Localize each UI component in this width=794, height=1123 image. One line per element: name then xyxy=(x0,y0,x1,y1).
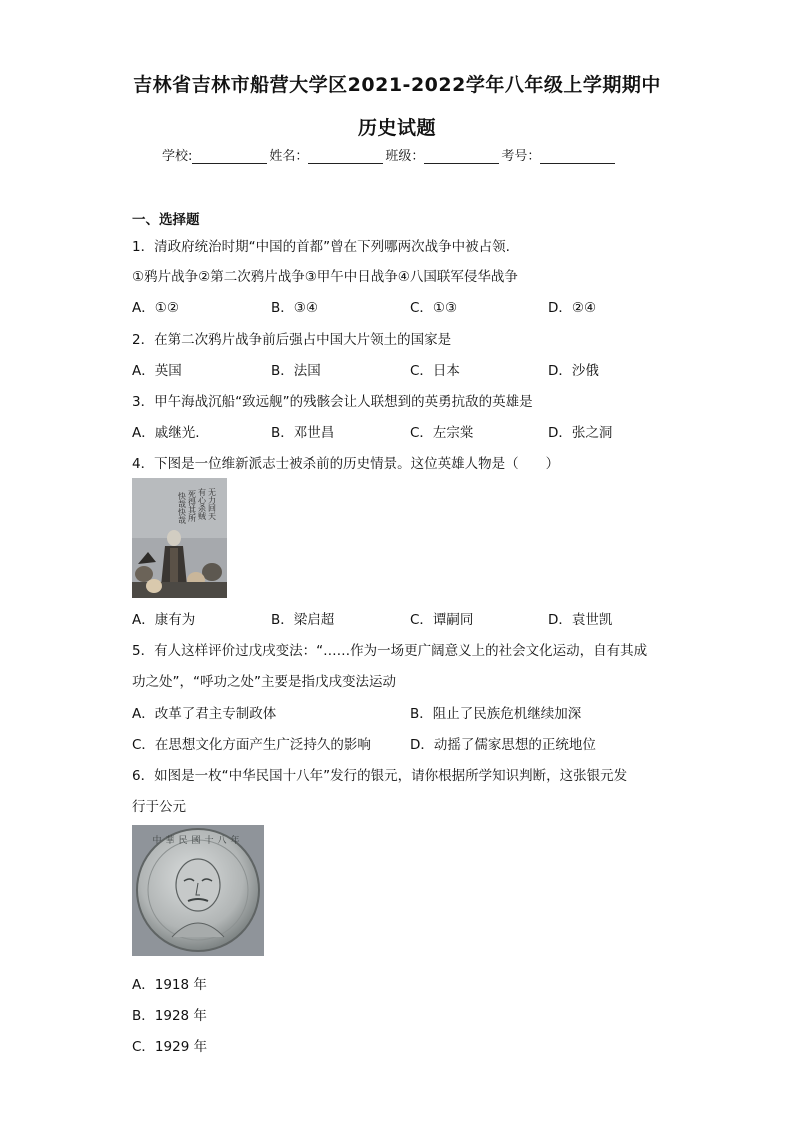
question-3-option-a[interactable]: A．戚继光. xyxy=(132,425,200,441)
question-2-option-b[interactable]: B．法国 xyxy=(271,363,321,379)
question-1-stem-line2: ①鸦片战争②第二次鸦片战争③甲午中日战争④八国联军侵华战争 xyxy=(132,269,518,285)
question-4-option-d[interactable]: D．袁世凯 xyxy=(548,612,613,628)
class-label: 班级： xyxy=(385,149,425,164)
question-6-option-a[interactable]: A．1918 年 xyxy=(132,977,207,993)
question-6-stem: 6．如图是一枚“中华民国十八年”发行的银元，请你根据所学知识判断，这张银元发 xyxy=(132,768,628,784)
question-1-stem: 1．清政府统治时期“中国的首都”曾在下列哪两次战争中被占领. xyxy=(132,239,510,255)
question-5-option-d[interactable]: D．动摇了儒家思想的正统地位 xyxy=(410,737,596,753)
question-2-option-a[interactable]: A．英国 xyxy=(132,363,182,379)
question-6-option-b[interactable]: B．1928 年 xyxy=(132,1008,207,1024)
question-4-option-c[interactable]: C．谭嗣同 xyxy=(410,612,474,628)
name-label: 姓名： xyxy=(269,149,309,164)
svg-text:有心杀贼: 有心杀贼 xyxy=(197,488,207,520)
question-4-option-a[interactable]: A．康有为 xyxy=(132,612,196,628)
school-blank[interactable] xyxy=(192,149,267,164)
question-5-option-a[interactable]: A．改革了君主专制政体 xyxy=(132,706,277,722)
exam-title-line2: 历史试题 xyxy=(357,117,436,139)
student-info-row xyxy=(162,145,617,164)
silver-dollar-coin-picture xyxy=(132,825,264,956)
name-blank[interactable] xyxy=(308,149,383,164)
question-6-option-c[interactable]: C．1929 年 xyxy=(132,1039,208,1055)
question-3-option-c[interactable]: C．左宗棠 xyxy=(410,425,474,441)
question-3-stem: 3．甲午海战沉船“致远舰”的残骸会让人联想到的英勇抗敌的英雄是 xyxy=(132,394,533,410)
question-2-option-d[interactable]: D．沙俄 xyxy=(548,363,599,379)
exam-number-blank[interactable] xyxy=(540,149,615,164)
question-1-option-b[interactable]: B．③④ xyxy=(271,300,318,316)
class-blank[interactable] xyxy=(424,149,499,164)
question-4-stem: 4．下图是一位维新派志士被杀前的历史情景。这位英雄人物是（ ） xyxy=(132,456,560,472)
svg-text:快哉快哉: 快哉快哉 xyxy=(177,492,187,524)
question-5-stem: 5．有人这样评价过戊戌变法：“……作为一场更广阔意义上的社会文化运动，自有其成 xyxy=(132,643,648,659)
question-3-option-b[interactable]: B．邓世昌 xyxy=(271,425,335,441)
question-6-stem-line2: 行于公元 xyxy=(132,799,186,815)
question-1-option-a[interactable]: A．①② xyxy=(132,300,179,316)
question-3-option-d[interactable]: D．张之洞 xyxy=(548,425,613,441)
question-5-stem-line2: 功之处”，“呼功之处”主要是指戊戌变法运动 xyxy=(132,674,396,690)
exam-number-label: 考号： xyxy=(501,149,541,164)
tan-sitong-execution-picture xyxy=(132,478,227,598)
svg-text:无力回天: 无力回天 xyxy=(207,488,217,520)
school-label: 学校: xyxy=(162,149,193,164)
section-title: 一、选择题 xyxy=(132,212,200,228)
question-4-option-b[interactable]: B．梁启超 xyxy=(271,612,335,628)
question-2-option-c[interactable]: C．日本 xyxy=(410,363,460,379)
question-5-option-b[interactable]: B．阻止了民族危机继续加深 xyxy=(410,706,582,722)
svg-text:死得其所: 死得其所 xyxy=(187,490,197,522)
question-1-option-d[interactable]: D．②④ xyxy=(548,300,597,316)
svg-text:中華民國十八年: 中華民國十八年 xyxy=(152,836,244,846)
question-2-stem: 2．在第二次鸦片战争前后强占中国大片领土的国家是 xyxy=(132,332,452,348)
question-1-option-c[interactable]: C．①③ xyxy=(410,300,458,316)
exam-title-line1: 吉林省吉林市船营大学区2021-2022学年八年级上学期期中 xyxy=(133,74,661,96)
question-5-option-c[interactable]: C．在思想文化方面产生广泛持久的影响 xyxy=(132,737,371,753)
